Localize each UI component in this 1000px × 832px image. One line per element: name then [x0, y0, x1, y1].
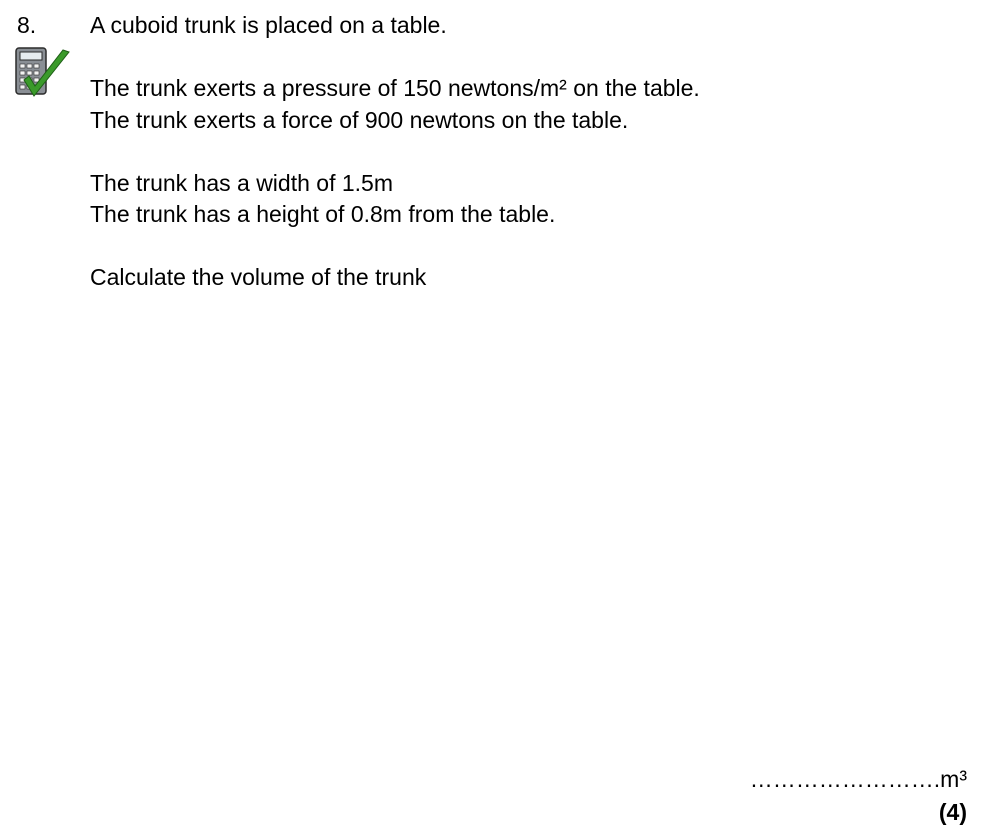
question-line-1: A cuboid trunk is placed on a table.	[90, 12, 447, 38]
question-number: 8.	[17, 12, 37, 38]
question-line-4: The trunk has a width of 1.5m	[90, 170, 393, 196]
question-line-3: The trunk exerts a force of 900 newtons on the table.	[90, 107, 629, 133]
answer-line[interactable]: …………………….m³	[749, 766, 967, 792]
question-line-5: The trunk has a height of 0.8m from the table.	[90, 201, 556, 227]
question-line-6: Calculate the volume of the trunk	[90, 264, 427, 290]
question-line-2: The trunk exerts a pressure of 150 newtons/m² on the table.	[90, 75, 700, 101]
marks-label: (4)	[938, 799, 967, 825]
calculator-allowed-icon	[14, 46, 72, 104]
